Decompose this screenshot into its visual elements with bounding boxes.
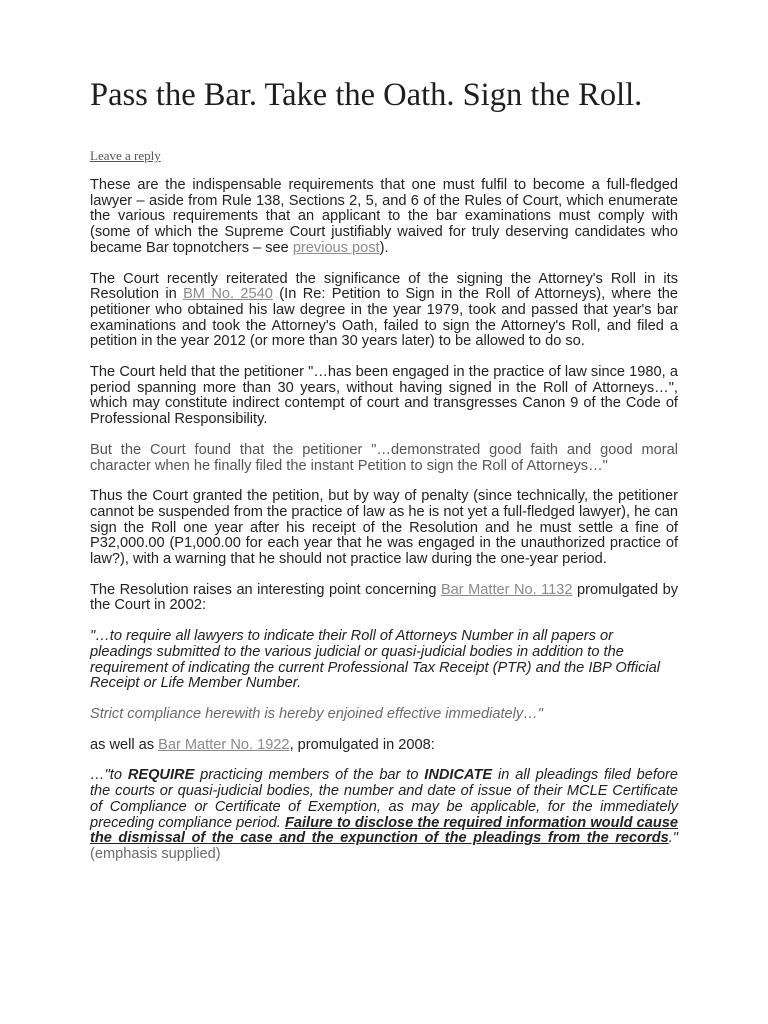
- quote-3-b: practicing members of the bar to: [194, 767, 425, 784]
- paragraph-1-text: These are the indispensable requirements that one must fulfil to become a full-fledged lawyer – aside from Rule 138, Sections 2, 5, and 6 of the Rules of Court, which enumerate the various requirements that an applicant to the bar examinations must comply with (some of which the Supreme Court justifiably waived for truly deserving candidates who became Bar topnotchers – see: [90, 177, 678, 256]
- paragraph-1-end: ).: [379, 239, 389, 256]
- paragraph-7-b: , promulgated in 2008:: [289, 736, 435, 753]
- emphasis-supplied-note: (emphasis supplied): [90, 845, 221, 862]
- bar-matter-1132-link[interactable]: Bar Matter No. 1132: [440, 581, 573, 598]
- paragraph-2: [90, 272, 678, 351]
- bm-2540-link[interactable]: BM No. 2540: [183, 286, 273, 303]
- paragraph-3: The Court held that the petitioner "…has been engaged in the practice of law since 1980, a period spanning more than 30 years, without having signed in the Roll of Attorneys…", which may constitute indirect contempt of court and transgresses Canon 9 of the Code of Professional Responsibility.: [90, 364, 678, 428]
- paragraph-7-a: as well as: [90, 736, 159, 753]
- indicate-emphasis: INDICATE: [424, 767, 493, 784]
- paragraph-2-a: The Court recently reiterated the significance of the signing the Attorney's Roll in its Resolution in: [90, 270, 678, 303]
- paragraph-6: [90, 583, 678, 614]
- quote-3-a: …"to: [90, 767, 128, 784]
- require-emphasis: REQUIRE: [127, 767, 195, 784]
- paragraph-6-a: The Resolution raises an interesting point concerning: [90, 581, 441, 598]
- quote-2: Strict compliance herewith is hereby enjoined effective immediately…": [90, 705, 543, 722]
- quote-3-c: in all pleadings filed before the courts or quasi-judicial bodies, the number and date of issue of their MCLE Certificate of Compliance or Certificate of Exemption, as may be applicable, for the immediately preceding compliance period.: [90, 767, 679, 831]
- previous-post-link[interactable]: previous post: [292, 239, 380, 256]
- failure-emphasis: Failure to disclose the required information would cause the dismissal of the case and the expunction of the pleadings from the records: [90, 814, 678, 847]
- article-body: [90, 178, 678, 878]
- paragraph-6-b: promulgated by the Court in 2002:: [90, 581, 678, 614]
- leave-reply-link[interactable]: Leave a reply: [90, 148, 161, 163]
- paragraph-5: Thus the Court granted the petition, but by way of penalty (since technically, the petitioner cannot be suspended from the practice of law as he is not yet a full-fledged lawyer), he can sign the Roll one year after his receipt of the Resolution and he must settle a fine of P32,000.00 (P1,000.00 for each year that he was engaged in the unauthorized practice of law?), with a warning that he should not practice law during the one-year period.: [90, 488, 678, 568]
- paragraph-4: But the Court found that the petitioner "…demonstrated good faith and good moral character when he finally filed the instant Petition to sign the Roll of Attorneys…": [90, 441, 678, 474]
- paragraph-1: [90, 178, 678, 257]
- paragraph-2-b: (In Re: Petition to Sign in the Roll of Attorneys), where the petitioner who obtained his law degree in the year 1979, took and passed that year's bar examinations and took the Attorney's Oath, failed to sign the Attorney's Roll, and filed a petition in the year 2012 (or more than 30 years later) to be allowed to do so.: [90, 286, 678, 350]
- article-title: Pass the Bar. Take the Oath. Sign the Roll.: [90, 77, 643, 113]
- bar-matter-1922-link[interactable]: Bar Matter No. 1922: [158, 736, 290, 753]
- quote-3-d: .": [668, 830, 678, 847]
- quote-3: [90, 768, 678, 862]
- paragraph-7: [90, 738, 678, 754]
- quote-1: "…to require all lawyers to indicate their Roll of Attorneys Number in all papers or pleadings submitted to the various judicial or quasi-judicial bodies in addition to the requirement of indicating the current Professional Tax Receipt (PTR) and the IBP Official Receipt or Life Member Number.: [90, 628, 660, 692]
